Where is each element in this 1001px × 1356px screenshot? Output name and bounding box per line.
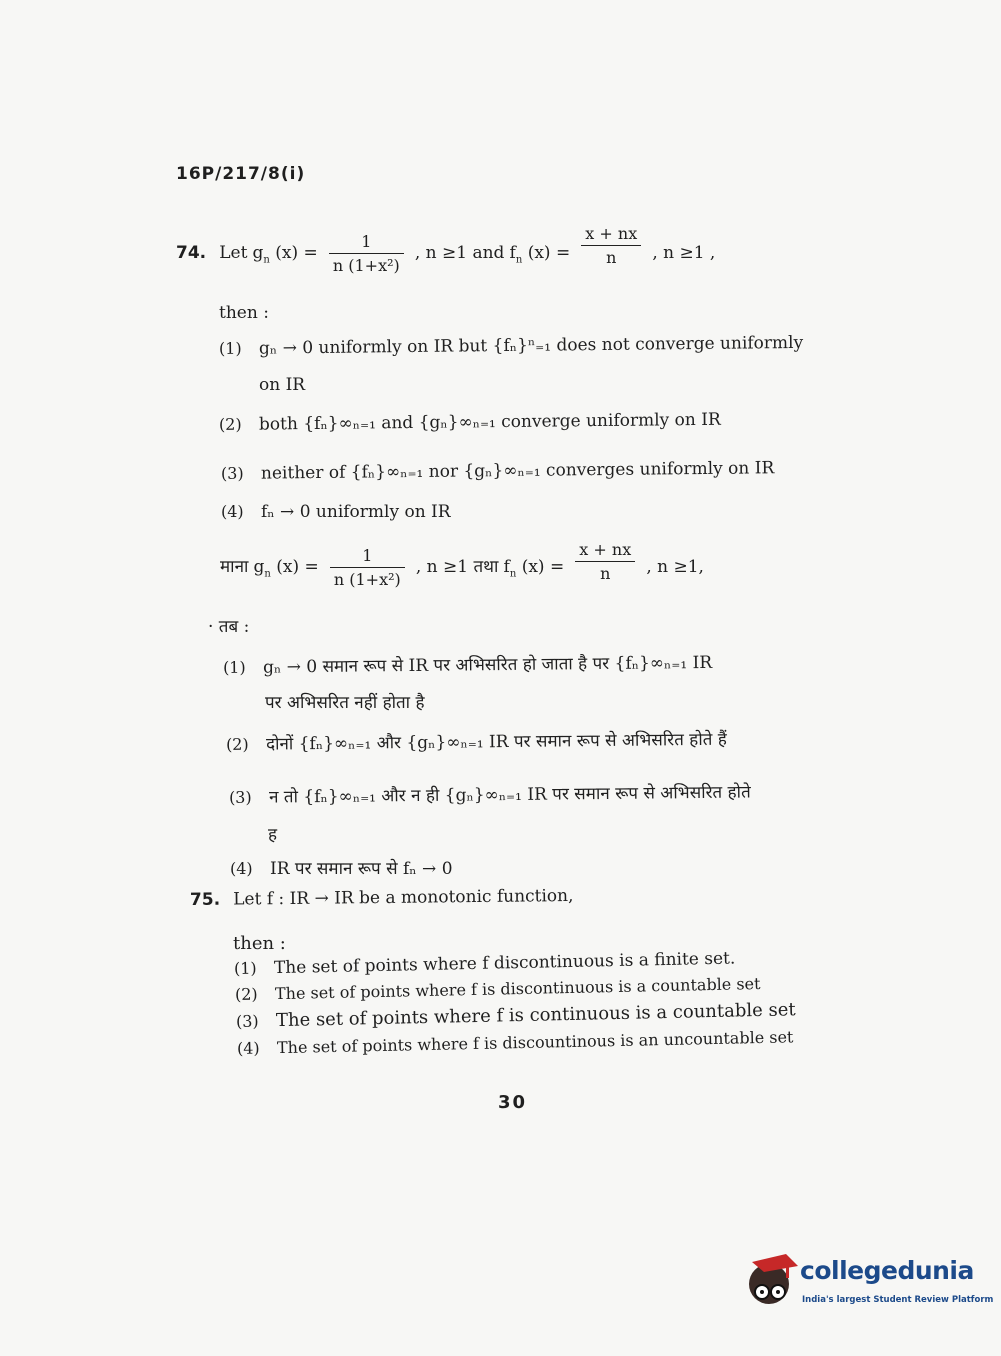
gn-denominator: n (1+x²) <box>330 567 405 589</box>
fn-arg: (x) = <box>527 243 571 263</box>
fn-sub: n <box>515 254 523 266</box>
option-text: gₙ → 0 uniformly on IR but {fₙ}ⁿ₌₁ does not converge uniformly <box>258 332 804 359</box>
q74-option-4 <box>221 502 451 522</box>
option-number: (1) <box>218 338 242 358</box>
gn-sub: n <box>263 254 270 266</box>
q75-number: 75. <box>189 889 221 910</box>
option-number: (4) <box>230 859 253 878</box>
q75-option-3 <box>236 999 796 1032</box>
q74-hi-option-1 <box>223 650 712 678</box>
collegedunia-logo <box>742 1248 994 1318</box>
option-number: (2) <box>218 414 242 434</box>
q75-text: Let f : IR → IR be a monotonic function, <box>233 885 574 910</box>
mascot-icon <box>742 1248 802 1310</box>
option-text: both {fₙ}∞ₙ₌₁ and {gₙ}∞ₙ₌₁ converge uniformly on IR <box>258 409 721 435</box>
option-number: (3) <box>220 463 244 483</box>
q74-hi-option-3 <box>229 780 751 808</box>
brand-tagline: India's largest Student Review Platform <box>802 1295 994 1305</box>
option-text: IR पर समान रूप से fₙ → 0 <box>270 859 453 879</box>
option-number: (1) <box>222 657 246 677</box>
q74-option-1 <box>219 333 803 359</box>
gn-denominator: n (1+x²) <box>329 253 404 275</box>
option-number: (1) <box>233 958 257 978</box>
fn-numerator: x + nx <box>585 224 638 243</box>
fn-sub: n <box>509 568 517 580</box>
q74-english-stem <box>176 224 716 275</box>
option-text: दोनों {fₙ}∞ₙ₌₁ और {gₙ}∞ₙ₌₁ IR पर समान रूप से अभिसरित होते हैं <box>265 729 727 755</box>
option-number: (3) <box>235 1011 259 1031</box>
fn-numerator: x + nx <box>579 540 632 559</box>
option-text: The set of points where f is discontinuous is a countable set <box>274 973 761 1004</box>
q75-stem <box>190 886 574 910</box>
q74-hi-then: · तब : <box>208 617 250 637</box>
q74-hindi-stem <box>220 540 704 589</box>
q74-number: 74. <box>176 243 207 263</box>
gn-arg: (x) = <box>276 557 319 577</box>
gn-fraction <box>329 232 404 275</box>
q74-hi-option-3-cont: ह <box>268 825 278 845</box>
option-number: (3) <box>228 787 252 807</box>
page-number: 30 <box>498 1092 528 1113</box>
fn-symbol: f <box>509 243 516 263</box>
q74-hi-option-1-cont: पर अभिसरित नहीं होता है <box>265 693 425 713</box>
q75-option-4 <box>237 1027 794 1058</box>
q74-hi-condition-2: , n ≥1, <box>646 557 704 577</box>
fn-fraction <box>575 540 635 583</box>
fn-denominator: n <box>575 561 635 583</box>
option-number: (2) <box>234 984 258 1004</box>
brand-name: collegedunia <box>800 1256 974 1285</box>
q74-hi-let: माना <box>220 557 249 577</box>
q74-hi-option-4 <box>230 856 453 879</box>
q74-condition-1: , n ≥1 and <box>414 243 505 263</box>
q74-let: Let <box>219 243 248 263</box>
gn-arg: (x) = <box>275 243 318 263</box>
option-text: gₙ → 0 समान रूप से IR पर अभिसरित हो जाता है पर {fₙ}∞ₙ₌₁ IR <box>262 652 713 678</box>
q75-option-1 <box>234 949 736 979</box>
option-text: neither of {fₙ}∞ₙ₌₁ nor {gₙ}∞ₙ₌₁ converges uniformly on IR <box>260 458 775 484</box>
gn-fraction <box>330 546 405 589</box>
q75-option-2 <box>235 974 761 1004</box>
option-number: (4) <box>236 1038 260 1058</box>
option-number: (2) <box>225 734 249 754</box>
gn-numerator: 1 <box>362 546 373 565</box>
q74-hi-option-2 <box>226 727 727 755</box>
q74-option-3 <box>221 458 774 484</box>
gn-numerator: 1 <box>361 232 372 251</box>
q74-condition-2: , n ≥1 , <box>652 243 716 263</box>
option-text: The set of points where f is continuous is a countable set <box>275 999 796 1032</box>
gn-symbol: g <box>252 243 264 263</box>
fn-symbol: f <box>503 557 510 577</box>
option-text: The set of points where f discontinuous is a finite set. <box>273 948 736 979</box>
option-text: न तो {fₙ}∞ₙ₌₁ और न ही {gₙ}∞ₙ₌₁ IR पर समान रूप से अभिसरित होते <box>268 782 751 808</box>
fn-fraction <box>581 224 641 267</box>
q74-then: then : <box>219 303 269 323</box>
gn-symbol: g <box>253 557 265 577</box>
option-text: The set of points where f is discountinous is an uncountable set <box>276 1027 794 1058</box>
gn-sub: n <box>264 568 271 580</box>
q74-option-2 <box>219 410 721 435</box>
q74-hi-condition-1: , n ≥1 तथा <box>415 557 499 577</box>
q75-then: then : <box>233 933 286 954</box>
option-number: (4) <box>221 502 244 521</box>
option-text: fₙ → 0 uniformly on IR <box>261 502 451 522</box>
q74-option-1-cont: on IR <box>259 375 306 395</box>
fn-arg: (x) = <box>521 557 565 577</box>
fn-denominator: n <box>581 245 641 267</box>
paper-code: 16P/217/8(i) <box>176 164 306 184</box>
